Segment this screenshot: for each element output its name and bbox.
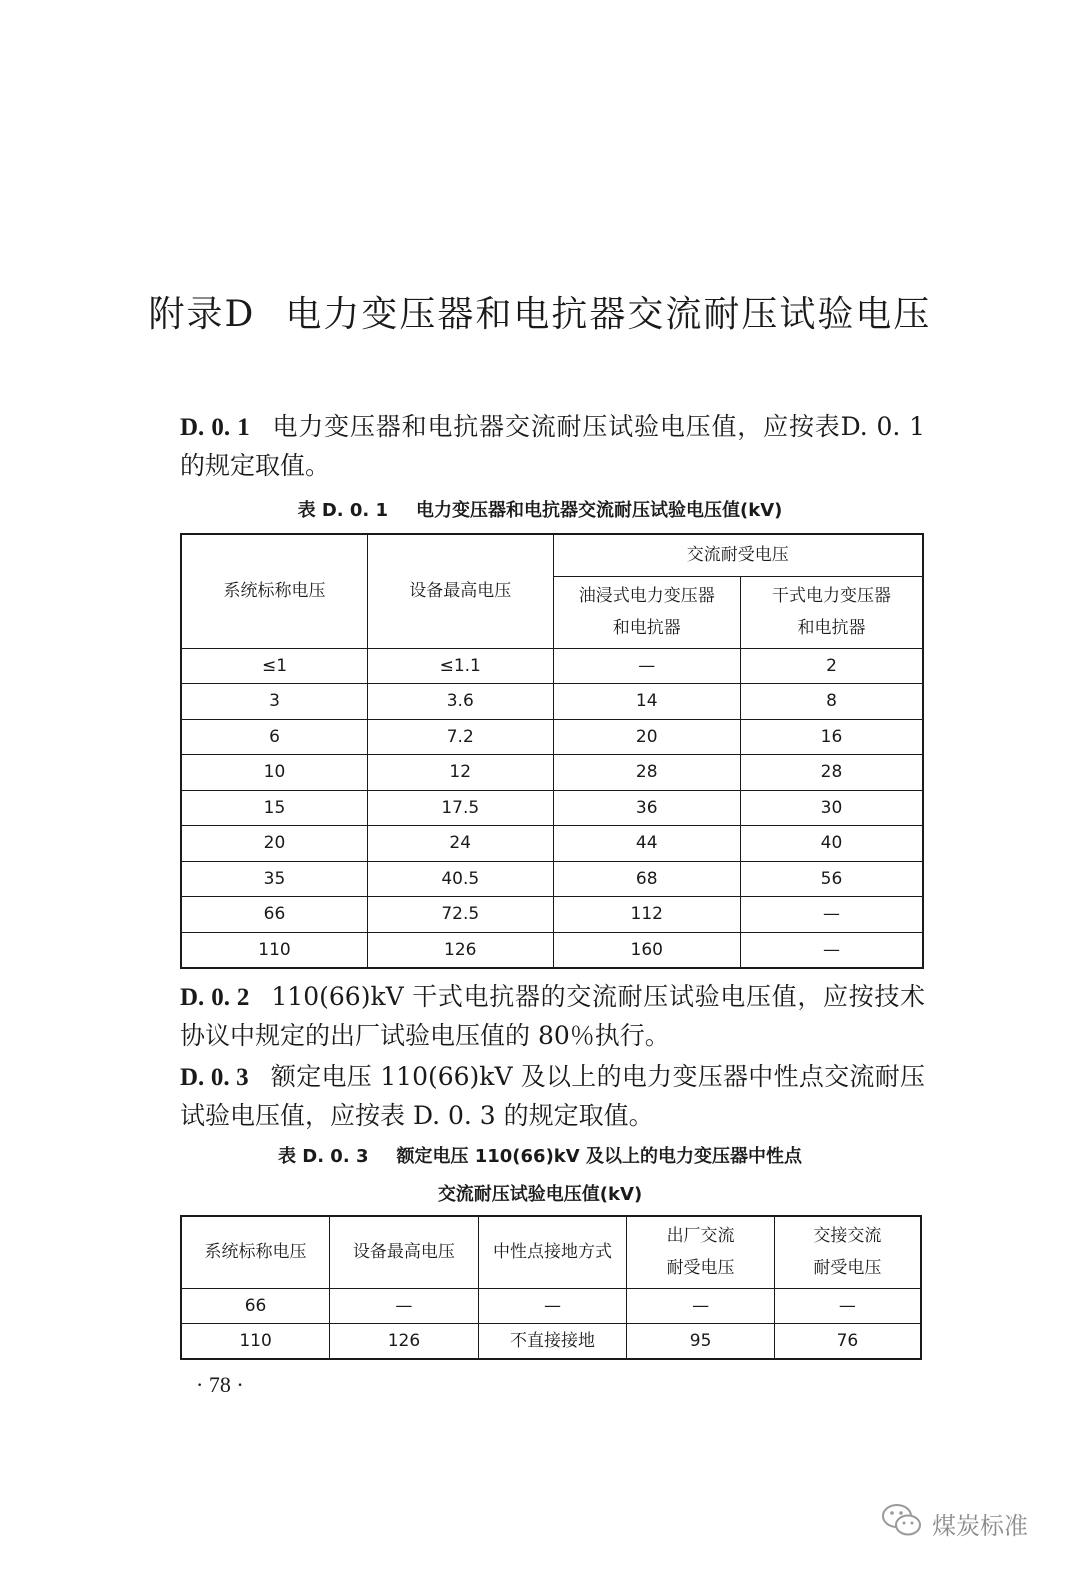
table-cell: 112 (553, 897, 740, 933)
table-cell: 35 (181, 861, 367, 897)
table-cell: 66 (181, 1288, 330, 1323)
clause-d02 (180, 978, 925, 1055)
table1-caption (0, 496, 1080, 522)
watermark-text: 煤炭标准 (932, 1511, 1028, 1540)
header-factory-line1: 出厂交流 (666, 1226, 735, 1247)
table-cell: 24 (367, 826, 553, 862)
table3-caption-line2 (0, 1180, 1080, 1206)
table-cell: 28 (740, 755, 923, 791)
table-cell: 95 (627, 1323, 775, 1359)
table3-caption-text2: 交流耐压试验电压值(kV) (437, 1184, 643, 1205)
table1-caption-text: 电力变压器和电抗器交流耐压试验电压值(kV) (416, 500, 783, 521)
table3-caption-number: 表 D. 0. 3 (278, 1146, 369, 1167)
clause-d01 (180, 408, 925, 485)
table-cell: 15 (181, 790, 367, 826)
header-handover-line2: 耐受电压 (813, 1258, 882, 1279)
table3-caption-line1 (0, 1142, 1080, 1168)
header-handover-withstand (774, 1216, 921, 1288)
table-d03 (180, 1215, 922, 1360)
table-cell: — (330, 1288, 479, 1323)
table-cell: 30 (740, 790, 923, 826)
header-handover-line1: 交接交流 (813, 1226, 882, 1247)
table-cell: 14 (553, 684, 740, 720)
table-cell: 8 (740, 684, 923, 720)
header-oil-immersed (553, 576, 740, 648)
header-factory-line2: 耐受电压 (666, 1258, 735, 1279)
table-cell: — (740, 897, 923, 933)
table-cell: 28 (553, 755, 740, 791)
header-dry-line1: 干式电力变压器 (771, 586, 891, 606)
table-cell: 56 (740, 861, 923, 897)
clause-d03 (180, 1058, 925, 1135)
page-title (0, 286, 1080, 337)
table-cell: — (740, 932, 923, 968)
table-cell: 72.5 (367, 897, 553, 933)
header-dry-line2: 和电抗器 (797, 618, 866, 638)
table-cell: 6 (181, 719, 367, 755)
table-row (181, 719, 923, 755)
table-cell: 2 (740, 648, 923, 684)
table-cell: 68 (553, 861, 740, 897)
table-row (181, 861, 923, 897)
table-row (181, 932, 923, 968)
table-row (181, 684, 923, 720)
header-neutral-grounding: 中性点接地方式 (478, 1216, 627, 1288)
table-cell: 126 (330, 1323, 479, 1359)
table-cell: — (774, 1288, 921, 1323)
table-cell: 3 (181, 684, 367, 720)
table-row (181, 897, 923, 933)
clause-text: 额定电压 110(66)kV 及以上的电力变压器中性点交流耐压试验电压值，应按表 D. 0. 3 的规定取值。 (180, 1062, 925, 1130)
table-cell: — (478, 1288, 627, 1323)
table3-caption-text: 额定电压 110(66)kV 及以上的电力变压器中性点 (396, 1146, 802, 1167)
table-cell: — (627, 1288, 775, 1323)
wechat-icon (880, 1500, 924, 1546)
table-d01 (180, 533, 924, 969)
table-cell: 36 (553, 790, 740, 826)
clause-number: D. 0. 2 (180, 984, 250, 1011)
table-cell: 10 (181, 755, 367, 791)
table-cell: 3.6 (367, 684, 553, 720)
table-row (181, 790, 923, 826)
header-nominal-voltage: 系统标称电压 (181, 1216, 330, 1288)
table-row (181, 1323, 921, 1359)
table-cell: 126 (367, 932, 553, 968)
table-cell: 16 (740, 719, 923, 755)
table-cell: 20 (553, 719, 740, 755)
watermark (880, 1500, 1028, 1546)
table-cell: 110 (181, 1323, 330, 1359)
table-cell: ≤1 (181, 648, 367, 684)
page-number: · 78 · (196, 1372, 244, 1397)
header-withstand-group: 交流耐受电压 (553, 534, 923, 576)
table-row (181, 648, 923, 684)
table-cell: 66 (181, 897, 367, 933)
header-dry-type (740, 576, 923, 648)
header-max-voltage: 设备最高电压 (330, 1216, 479, 1288)
table-cell: 17.5 (367, 790, 553, 826)
table1-caption-number: 表 D. 0. 1 (297, 500, 389, 521)
table-cell: 44 (553, 826, 740, 862)
header-factory-withstand (627, 1216, 775, 1288)
header-oil-line1: 油浸式电力变压器 (578, 586, 715, 606)
appendix-label: 附录D (148, 294, 256, 335)
table-cell: 160 (553, 932, 740, 968)
header-oil-line2: 和电抗器 (612, 618, 681, 638)
appendix-title: 电力变压器和电抗器交流耐压试验电压 (285, 294, 932, 335)
clause-number: D. 0. 1 (180, 414, 250, 441)
table-cell: 40 (740, 826, 923, 862)
table-cell: 12 (367, 755, 553, 791)
table-cell: 76 (774, 1323, 921, 1359)
clause-text: 110(66)kV 干式电抗器的交流耐压试验电压值，应按技术协议中规定的出厂试验电压值的 80％执行。 (180, 982, 926, 1050)
table-cell: 110 (181, 932, 367, 968)
table-cell: 不直接接地 (478, 1323, 627, 1359)
table-row (181, 1288, 921, 1323)
table-cell: 40.5 (367, 861, 553, 897)
clause-number: D. 0. 3 (180, 1064, 249, 1091)
table-row (181, 755, 923, 791)
table-row (181, 826, 923, 862)
clause-text: 电力变压器和电抗器交流耐压试验电压值，应按表D. 0. 1 的规定取值。 (180, 412, 925, 480)
table-cell: ≤1.1 (367, 648, 553, 684)
header-nominal-voltage: 系统标称电压 (181, 534, 367, 648)
header-max-voltage: 设备最高电压 (367, 534, 553, 648)
table-cell: 20 (181, 826, 367, 862)
table-cell: — (553, 648, 740, 684)
table-cell: 7.2 (367, 719, 553, 755)
